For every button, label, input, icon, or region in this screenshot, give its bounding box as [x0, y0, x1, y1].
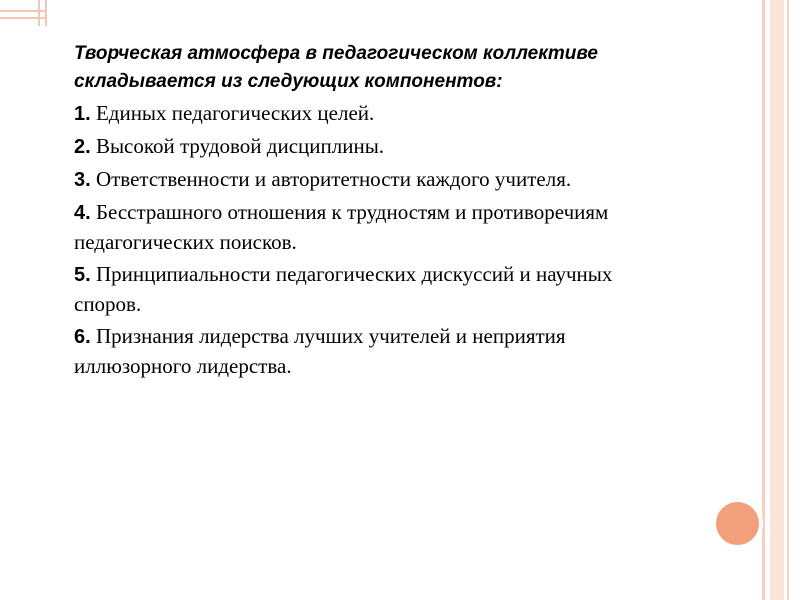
slide-heading: Творческая атмосфера в педагогическом коллективе складывается из следующих компонентов: — [74, 43, 598, 92]
list-item — [74, 260, 634, 319]
corner-line — [38, 0, 40, 26]
item-number: 1. — [74, 103, 91, 125]
decorative-circle — [712, 498, 763, 549]
item-number: 5. — [74, 264, 91, 286]
corner-line — [45, 0, 47, 26]
right-stripe — [787, 0, 789, 600]
list-item — [74, 165, 634, 195]
item-text: Единых педагогических целей. — [95, 101, 375, 125]
item-text: Принципиальности педагогических дискуссий и научных споров. — [74, 262, 613, 316]
right-stripe — [770, 0, 784, 600]
item-text: Высокой трудовой дисциплины. — [95, 134, 385, 158]
item-number: 6. — [74, 326, 91, 348]
item-number: 4. — [74, 202, 91, 224]
right-stripe — [762, 0, 765, 600]
item-text: Признания лидерства лучших учителей и неприятия иллюзорного лидерства. — [74, 324, 566, 378]
list-item — [74, 99, 634, 129]
list-item — [74, 132, 634, 162]
item-number: 2. — [74, 136, 91, 158]
list-item — [74, 198, 634, 257]
item-text: Ответственности и авторитетности каждого учителя. — [95, 167, 572, 191]
text-body — [74, 40, 634, 384]
list-item — [74, 322, 634, 381]
item-text: Бесстрашного отношения к трудностям и противоречиям педагогических поисков. — [74, 200, 609, 254]
item-number: 3. — [74, 169, 91, 191]
